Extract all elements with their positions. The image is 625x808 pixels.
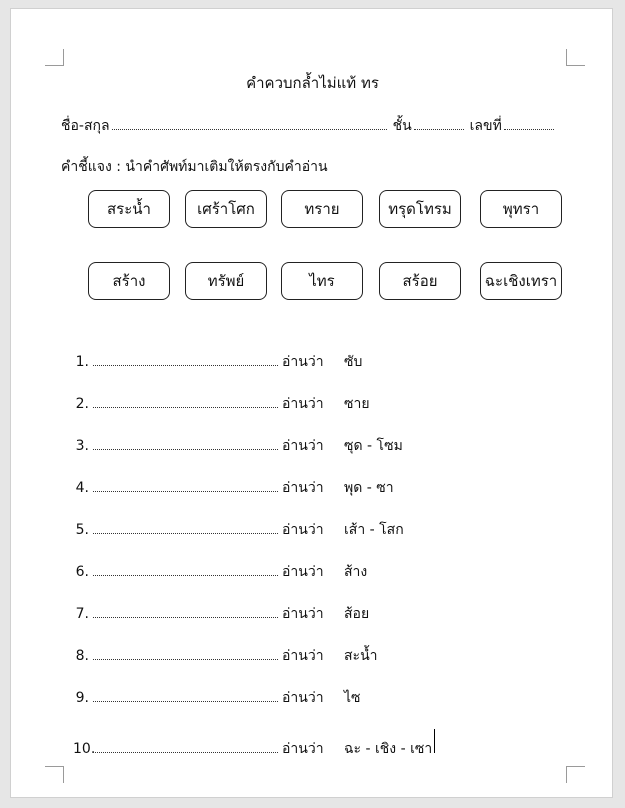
read-as-label: อ่านว่า [282,741,324,757]
reading-text: สะน้ำ [344,648,378,664]
read-as-label: อ่านว่า [282,396,324,412]
word-box: เศร้าโศก [185,190,267,228]
question-row [73,435,403,457]
question-number: 1. [75,354,89,370]
word-box: ไทร [281,262,363,300]
question-row [73,393,370,415]
grade-blank [414,128,464,130]
question-row [73,687,361,709]
word-box: ทรุดโทรม [379,190,461,228]
word-box: สระน้ำ [88,190,170,228]
question-row [73,603,369,625]
read-as-label: อ่านว่า [282,354,324,370]
reading-text: พุด - ซา [344,480,394,496]
name-label: ชื่อ-สกุล [61,118,110,134]
grade-label: ชั้น [392,118,412,134]
instruction-text: คำชี้แจง : นำคำศัพท์มาเติมให้ตรงกับคำอ่าน [61,159,328,175]
student-info-line [61,115,556,137]
question-row [73,645,378,667]
document-page [10,8,613,798]
reading-text: ไซ [344,690,361,706]
reading-text: ฉะ - เชิง - เซา [344,741,433,757]
answer-blank[interactable] [93,406,278,408]
read-as-label: อ่านว่า [282,648,324,664]
reading-text: ซุด - โซม [344,438,403,454]
answer-blank[interactable] [93,751,278,753]
reading-text: ซับ [344,354,363,370]
read-as-label: อ่านว่า [282,480,324,496]
word-box: ทรัพย์ [185,262,267,300]
question-number: 4. [75,480,89,496]
crop-mark-top-right [566,49,585,66]
read-as-label: อ่านว่า [282,690,324,706]
question-row [73,351,362,373]
question-number: 10. [73,741,96,757]
reading-text: ส้าง [344,564,368,580]
question-number: 9. [75,690,89,706]
number-label: เลขที่ [469,118,502,134]
question-number: 3. [75,438,89,454]
question-number: 5. [75,522,89,538]
name-blank [112,128,387,130]
answer-blank[interactable] [93,490,278,492]
answer-blank[interactable] [93,700,278,702]
word-box: ฉะเชิงเทรา [480,262,562,300]
answer-blank[interactable] [93,616,278,618]
read-as-label: อ่านว่า [282,564,324,580]
answer-blank[interactable] [93,364,278,366]
word-box: สร้อย [379,262,461,300]
crop-mark-bottom-left [45,766,64,783]
number-blank [504,128,554,130]
word-box: ทราย [281,190,363,228]
answer-blank[interactable] [93,574,278,576]
reading-text: ซาย [344,396,370,412]
question-row [73,561,367,583]
question-row [73,729,435,760]
answer-blank[interactable] [93,448,278,450]
question-number: 2. [75,396,89,412]
crop-mark-bottom-right [566,766,585,783]
answer-blank[interactable] [93,658,278,660]
read-as-label: อ่านว่า [282,438,324,454]
word-box: สร้าง [88,262,170,300]
answer-blank[interactable] [93,532,278,534]
word-box: พุทรา [480,190,562,228]
reading-text: ส้อย [344,606,370,622]
text-cursor [434,729,435,753]
question-number: 7. [75,606,89,622]
reading-text: เส้า - โสก [344,522,404,538]
question-number: 6. [75,564,89,580]
question-number: 8. [75,648,89,664]
question-row [73,519,404,541]
read-as-label: อ่านว่า [282,606,324,622]
worksheet-title: คำควบกล้ำไม่แท้ ทร [246,74,379,92]
crop-mark-top-left [45,49,64,66]
question-row [73,477,394,499]
read-as-label: อ่านว่า [282,522,324,538]
